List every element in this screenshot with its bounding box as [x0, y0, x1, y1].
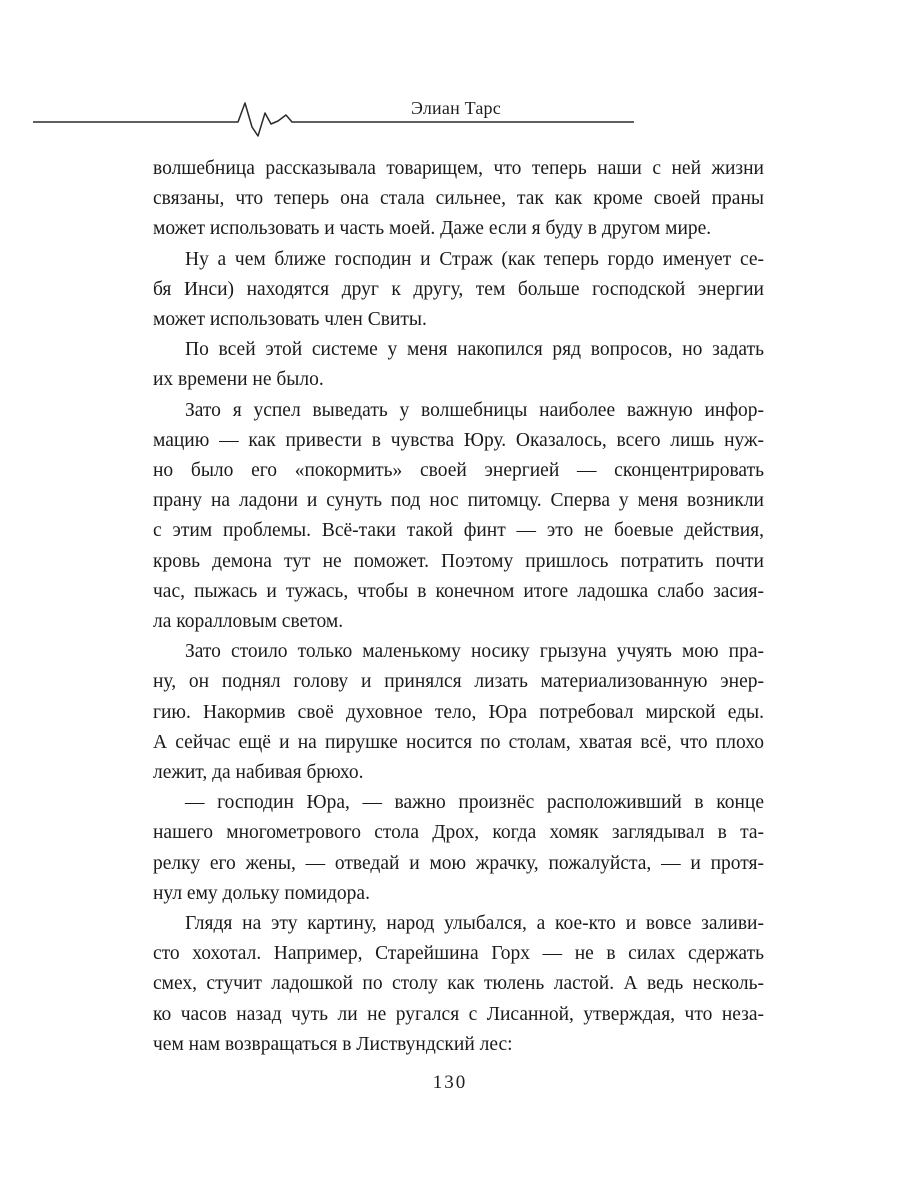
- page-number: 130: [432, 1072, 468, 1093]
- text-line: их времени не было.: [153, 369, 324, 391]
- text-line: ла коралловым светом.: [153, 611, 344, 633]
- heartbeat-rule-icon: [0, 0, 900, 150]
- text-line: По всей этой системе у меня накопился ряд вопросов, но задать: [185, 339, 764, 361]
- text-line: кровь демона тут не поможет. Поэтому пришлось потратить почти: [153, 550, 764, 572]
- text-line: смех, стучит ладошкой по столу как тюлень ластой. А ведь несколь-: [153, 973, 764, 995]
- text-line: час, пыжась и тужась, чтобы в конечном итоге ладошка слабо засия-: [153, 580, 764, 602]
- text-line: сто хохотал. Например, Старейшина Горх — не в силах сдержать: [153, 943, 764, 965]
- text-line: нашего многометрового стола Дрох, когда хомяк заглядывал в та-: [153, 822, 764, 844]
- text-line: чем нам возвращаться в Листвундский лес:: [153, 1033, 513, 1055]
- text-line: нул ему дольку помидора.: [153, 882, 370, 904]
- text-line: ну, он поднял голову и принялся лизать материализованную энер-: [153, 671, 764, 693]
- text-line: — господин Юра, — важно произнёс расположивший в конце: [185, 792, 764, 814]
- main-text: [153, 154, 764, 1060]
- text-line: Глядя на эту картину, народ улыбался, а кое-кто и вовсе заливи-: [185, 913, 764, 935]
- text-line: Ну а чем ближе господин и Страж (как теперь гордо именует се-: [185, 248, 764, 270]
- running-head: Элиан Тарс: [411, 98, 501, 118]
- text-line: ко часов назад чуть ли не ругался с Лисанной, утверждая, что неза-: [153, 1003, 764, 1025]
- text-line: бя Инси) находятся друг к другу, тем больше господской энергии: [153, 278, 764, 300]
- text-line: прану на ладони и сунуть под нос питомцу. Сперва у меня возникли: [153, 490, 764, 512]
- text-line: Зато я успел выведать у волшебницы наиболее важную инфор-: [185, 399, 764, 421]
- text-line: связаны, что теперь она стала сильнее, так как кроме своей праны: [153, 188, 764, 210]
- text-line: но было его «покормить» своей энергией — сконцентрировать: [153, 460, 764, 482]
- text-line: с этим проблемы. Всё-таки такой финт — это не боевые действия,: [153, 520, 764, 542]
- text-line: может использовать и часть моей. Даже если я буду в другом мире.: [153, 218, 712, 240]
- text-line: может использовать член Свиты.: [153, 309, 427, 331]
- page-header: [0, 0, 900, 150]
- text-line: Зато стоило только маленькому носику грызуна учуять мою пра-: [185, 641, 764, 663]
- text-line: А сейчас ещё и на пирушке носится по столам, хватая всё, что плохо: [153, 731, 764, 753]
- text-line: лежит, да набивая брюхо.: [153, 762, 364, 784]
- text-line: мацию — как привести в чувства Юру. Оказалось, всего лишь нуж-: [153, 429, 764, 451]
- text-line: гию. Накормив своё духовное тело, Юра потребовал мирской еды.: [153, 701, 764, 723]
- text-line: релку его жены, — отведай и мою жрачку, пожалуйста, — и протя-: [153, 852, 764, 874]
- text-line: волшебница рассказывала товарищем, что теперь наши с ней жизни: [153, 158, 764, 179]
